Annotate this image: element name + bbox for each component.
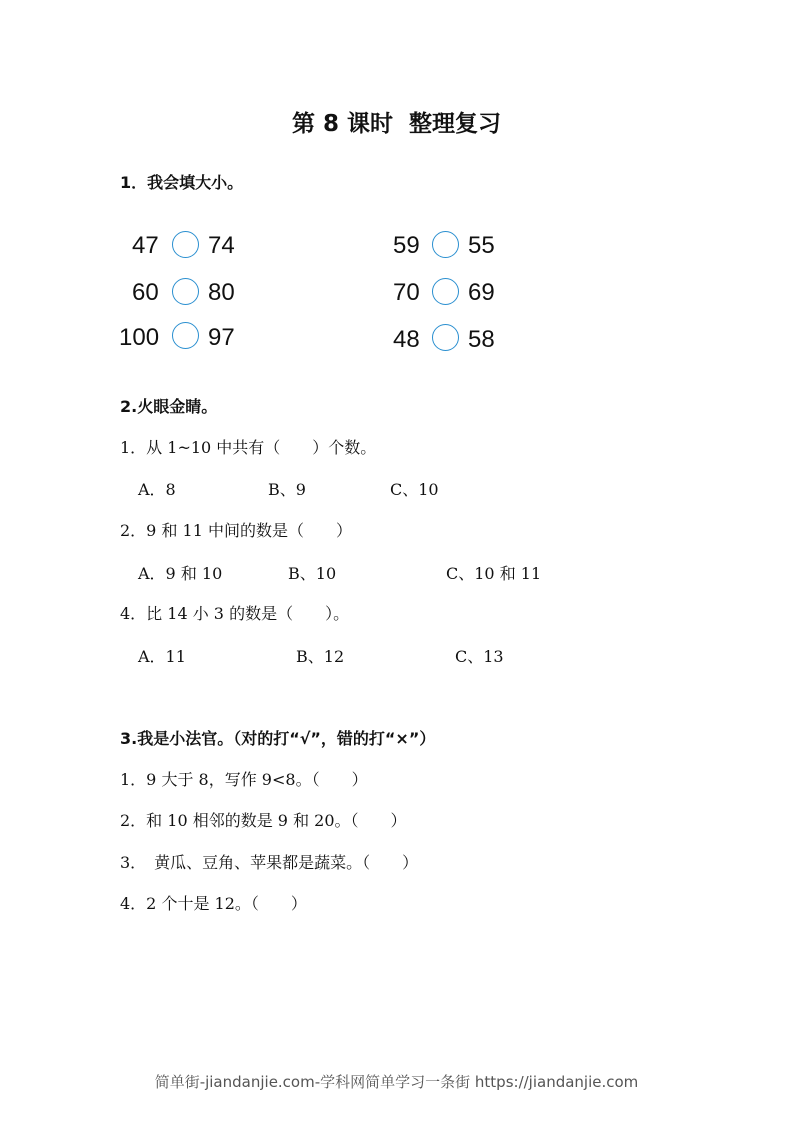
- question: 2．9 和 11 中间的数是（ ）: [120, 521, 352, 540]
- section-2-heading: 2.火眼金睛。: [120, 397, 218, 416]
- answer-circle[interactable]: [432, 231, 459, 258]
- compare-left: 48: [393, 326, 420, 353]
- option-c[interactable]: C、13: [455, 647, 504, 666]
- option-a[interactable]: A．8: [138, 480, 176, 499]
- option-b[interactable]: B、9: [268, 480, 306, 499]
- compare-left: 70: [393, 279, 420, 306]
- judgement-item: 3． 黄瓜、豆角、苹果都是蔬菜。（ ）: [120, 853, 419, 872]
- answer-circle[interactable]: [432, 324, 459, 351]
- answer-circle[interactable]: [172, 231, 199, 258]
- question: 4．比 14 小 3 的数是（ ）。: [120, 604, 350, 623]
- judgement-item: 1．9 大于 8，写作 9<8。（ ）: [120, 770, 368, 789]
- page-title: 第 8 课时 整理复习: [291, 111, 502, 137]
- question: 1．从 1~10 中共有（ ）个数。: [120, 438, 377, 457]
- compare-right: 97: [208, 324, 235, 351]
- compare-left: 100: [119, 324, 160, 351]
- judgement-item: 4．2 个十是 12。（ ）: [120, 894, 307, 913]
- section-3-heading: 3.我是小法官。（对的打“√”，错的打“×”）: [120, 729, 436, 748]
- answer-circle[interactable]: [172, 322, 199, 349]
- option-c[interactable]: C、10 和 11: [446, 564, 542, 583]
- option-a[interactable]: A．9 和 10: [138, 564, 223, 583]
- section-1-heading: 1．我会填大小。: [120, 173, 244, 192]
- compare-right: 55: [468, 232, 495, 259]
- compare-left: 59: [393, 232, 420, 259]
- footer-watermark: 简单街-jiandanjie.com-学科网简单学习一条街 https://jiandanjie.com: [154, 1073, 639, 1091]
- compare-right: 69: [468, 279, 495, 306]
- compare-left: 47: [132, 232, 159, 259]
- option-b[interactable]: B、10: [288, 564, 337, 583]
- option-c[interactable]: C、10: [390, 480, 439, 499]
- answer-circle[interactable]: [432, 278, 459, 305]
- option-a[interactable]: A．11: [138, 647, 186, 666]
- compare-right: 58: [468, 326, 495, 353]
- option-b[interactable]: B、12: [296, 647, 345, 666]
- answer-circle[interactable]: [172, 278, 199, 305]
- judgement-item: 2．和 10 相邻的数是 9 和 20。（ ）: [120, 811, 407, 830]
- compare-left: 60: [132, 279, 159, 306]
- compare-right: 80: [208, 279, 235, 306]
- compare-right: 74: [208, 232, 235, 259]
